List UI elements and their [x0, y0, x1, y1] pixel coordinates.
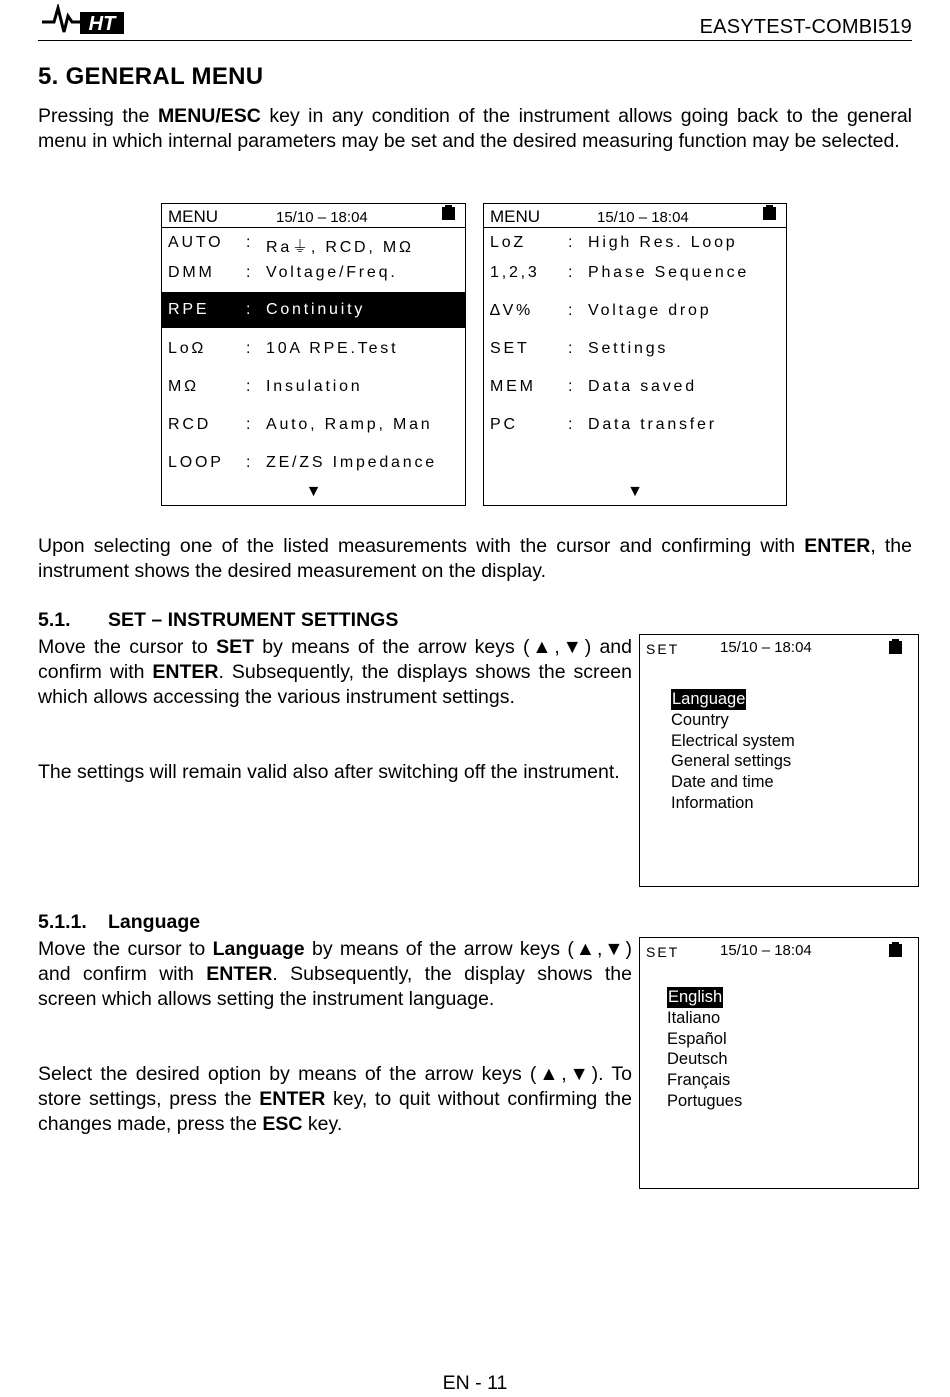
subsection-heading-language: 5.1.1. Language [38, 911, 201, 933]
settings-item-general-settings[interactable]: General settings [671, 752, 792, 771]
screen-title: SET [646, 641, 680, 657]
screen-header [484, 204, 786, 228]
page-number: EN - 11 [442, 1372, 508, 1394]
language-item-italiano[interactable]: Italiano [667, 1008, 721, 1027]
language-item-francais[interactable]: Français [667, 1071, 731, 1090]
menu-item-rpe[interactable]: RPE : Continuity [162, 292, 465, 328]
battery-icon [442, 207, 455, 220]
menu-item-phase-sequence[interactable]: 1,2,3 : Phase Sequence [490, 264, 750, 281]
screen-title: SET [646, 944, 680, 960]
menu-item-settings[interactable]: SET : Settings [490, 340, 669, 357]
screen-datetime: 15/10 – 18:04 [597, 209, 689, 226]
screen-header [640, 938, 918, 964]
language-list [667, 987, 742, 1112]
battery-icon [889, 944, 902, 957]
scroll-down-icon[interactable]: ▼ [627, 483, 643, 500]
settings-item-country[interactable]: Country [671, 710, 729, 729]
screen-title: MENU [490, 207, 541, 226]
settings-item-electrical-system[interactable]: Electrical system [671, 731, 795, 750]
battery-icon [763, 207, 776, 220]
menu-item-data-saved[interactable]: MEM : Data saved [490, 378, 697, 395]
set-screen [639, 634, 919, 887]
subsection-heading-set: 5.1. SET – INSTRUMENT SETTINGS [38, 609, 399, 631]
language-item-espanol[interactable]: Español [667, 1029, 727, 1048]
settings-list [671, 689, 795, 814]
menu-item-dmm[interactable]: DMM : Voltage/Freq. [168, 264, 398, 281]
language-paragraph-1: Move the cursor to Language by means of the arrow keys (▲,▼) and confirm with ENTER. Subsequently, the display shows the screen which allows setting the instrument language. [38, 938, 632, 1010]
menu-item-voltage-drop[interactable]: ∆V% : Voltage drop [490, 302, 712, 319]
ht-logo [40, 4, 126, 36]
settings-item-date-time[interactable]: Date and time [671, 773, 774, 792]
battery-icon [889, 641, 902, 654]
menu-item-auto[interactable]: AUTO : Ra⏚, RCD, MΩ [168, 234, 414, 256]
menu-item-loz[interactable]: LoZ : High Res. Loop [490, 234, 738, 251]
scroll-down-icon[interactable]: ▼ [305, 483, 322, 500]
menu-screen-2 [483, 203, 787, 506]
screen-datetime: 15/10 – 18:04 [720, 942, 812, 959]
doc-title: EASYTEST-COMBI519 [699, 16, 912, 38]
menu-item-rcd[interactable]: RCD : Auto, Ramp, Man [168, 416, 433, 433]
language-item-english[interactable]: English [668, 988, 723, 1006]
logo-text: HT [88, 13, 116, 35]
screen-datetime: 15/10 – 18:04 [276, 209, 368, 226]
language-item-portugues[interactable]: Portugues [667, 1091, 743, 1110]
set-paragraph-1: Move the cursor to SET by means of the arrow keys (▲,▼) and confirm with ENTER. Subsequently, the displays shows the screen which allows accessing the various instrument settings. [38, 636, 632, 708]
menu-item-loop[interactable]: LOOP : ZE/ZS Impedance [168, 454, 437, 471]
screen-title: MENU [168, 207, 219, 226]
language-paragraph-2: Select the desired option by means of the arrow keys (▲,▼). To store settings, press the ENTER key, to quit without confirming the changes made, press the ESC key. [38, 1063, 632, 1135]
header-rule [38, 40, 912, 41]
set-paragraph-2: The settings will remain valid also after switching off the instrument. [38, 761, 620, 783]
menu-item-insulation[interactable]: MΩ : Insulation [168, 378, 363, 395]
selection-paragraph: Upon selecting one of the listed measurements with the cursor and confirming with ENTER, the instrument shows the desired measurement on the display. [38, 535, 913, 582]
section-heading: 5. GENERAL MENU [38, 63, 264, 90]
screen-datetime: 15/10 – 18:04 [720, 639, 812, 656]
language-item-deutsch[interactable]: Deutsch [667, 1050, 728, 1069]
screen-header [640, 635, 918, 661]
screen-header [162, 204, 465, 228]
settings-item-information[interactable]: Information [671, 793, 754, 812]
menu-screen-1 [161, 203, 466, 506]
settings-item-language[interactable]: Language [672, 690, 746, 708]
menu-item-low-ohm[interactable]: LoΩ : 10A RPE.Test [168, 340, 399, 357]
language-screen [639, 937, 919, 1189]
menu-item-data-transfer[interactable]: PC : Data transfer [490, 416, 717, 433]
intro-paragraph: Pressing the MENU/ESC key in any condition of the instrument allows going back to the general menu in which internal parameters may be set and the desired measuring function may be selected. [38, 105, 912, 152]
